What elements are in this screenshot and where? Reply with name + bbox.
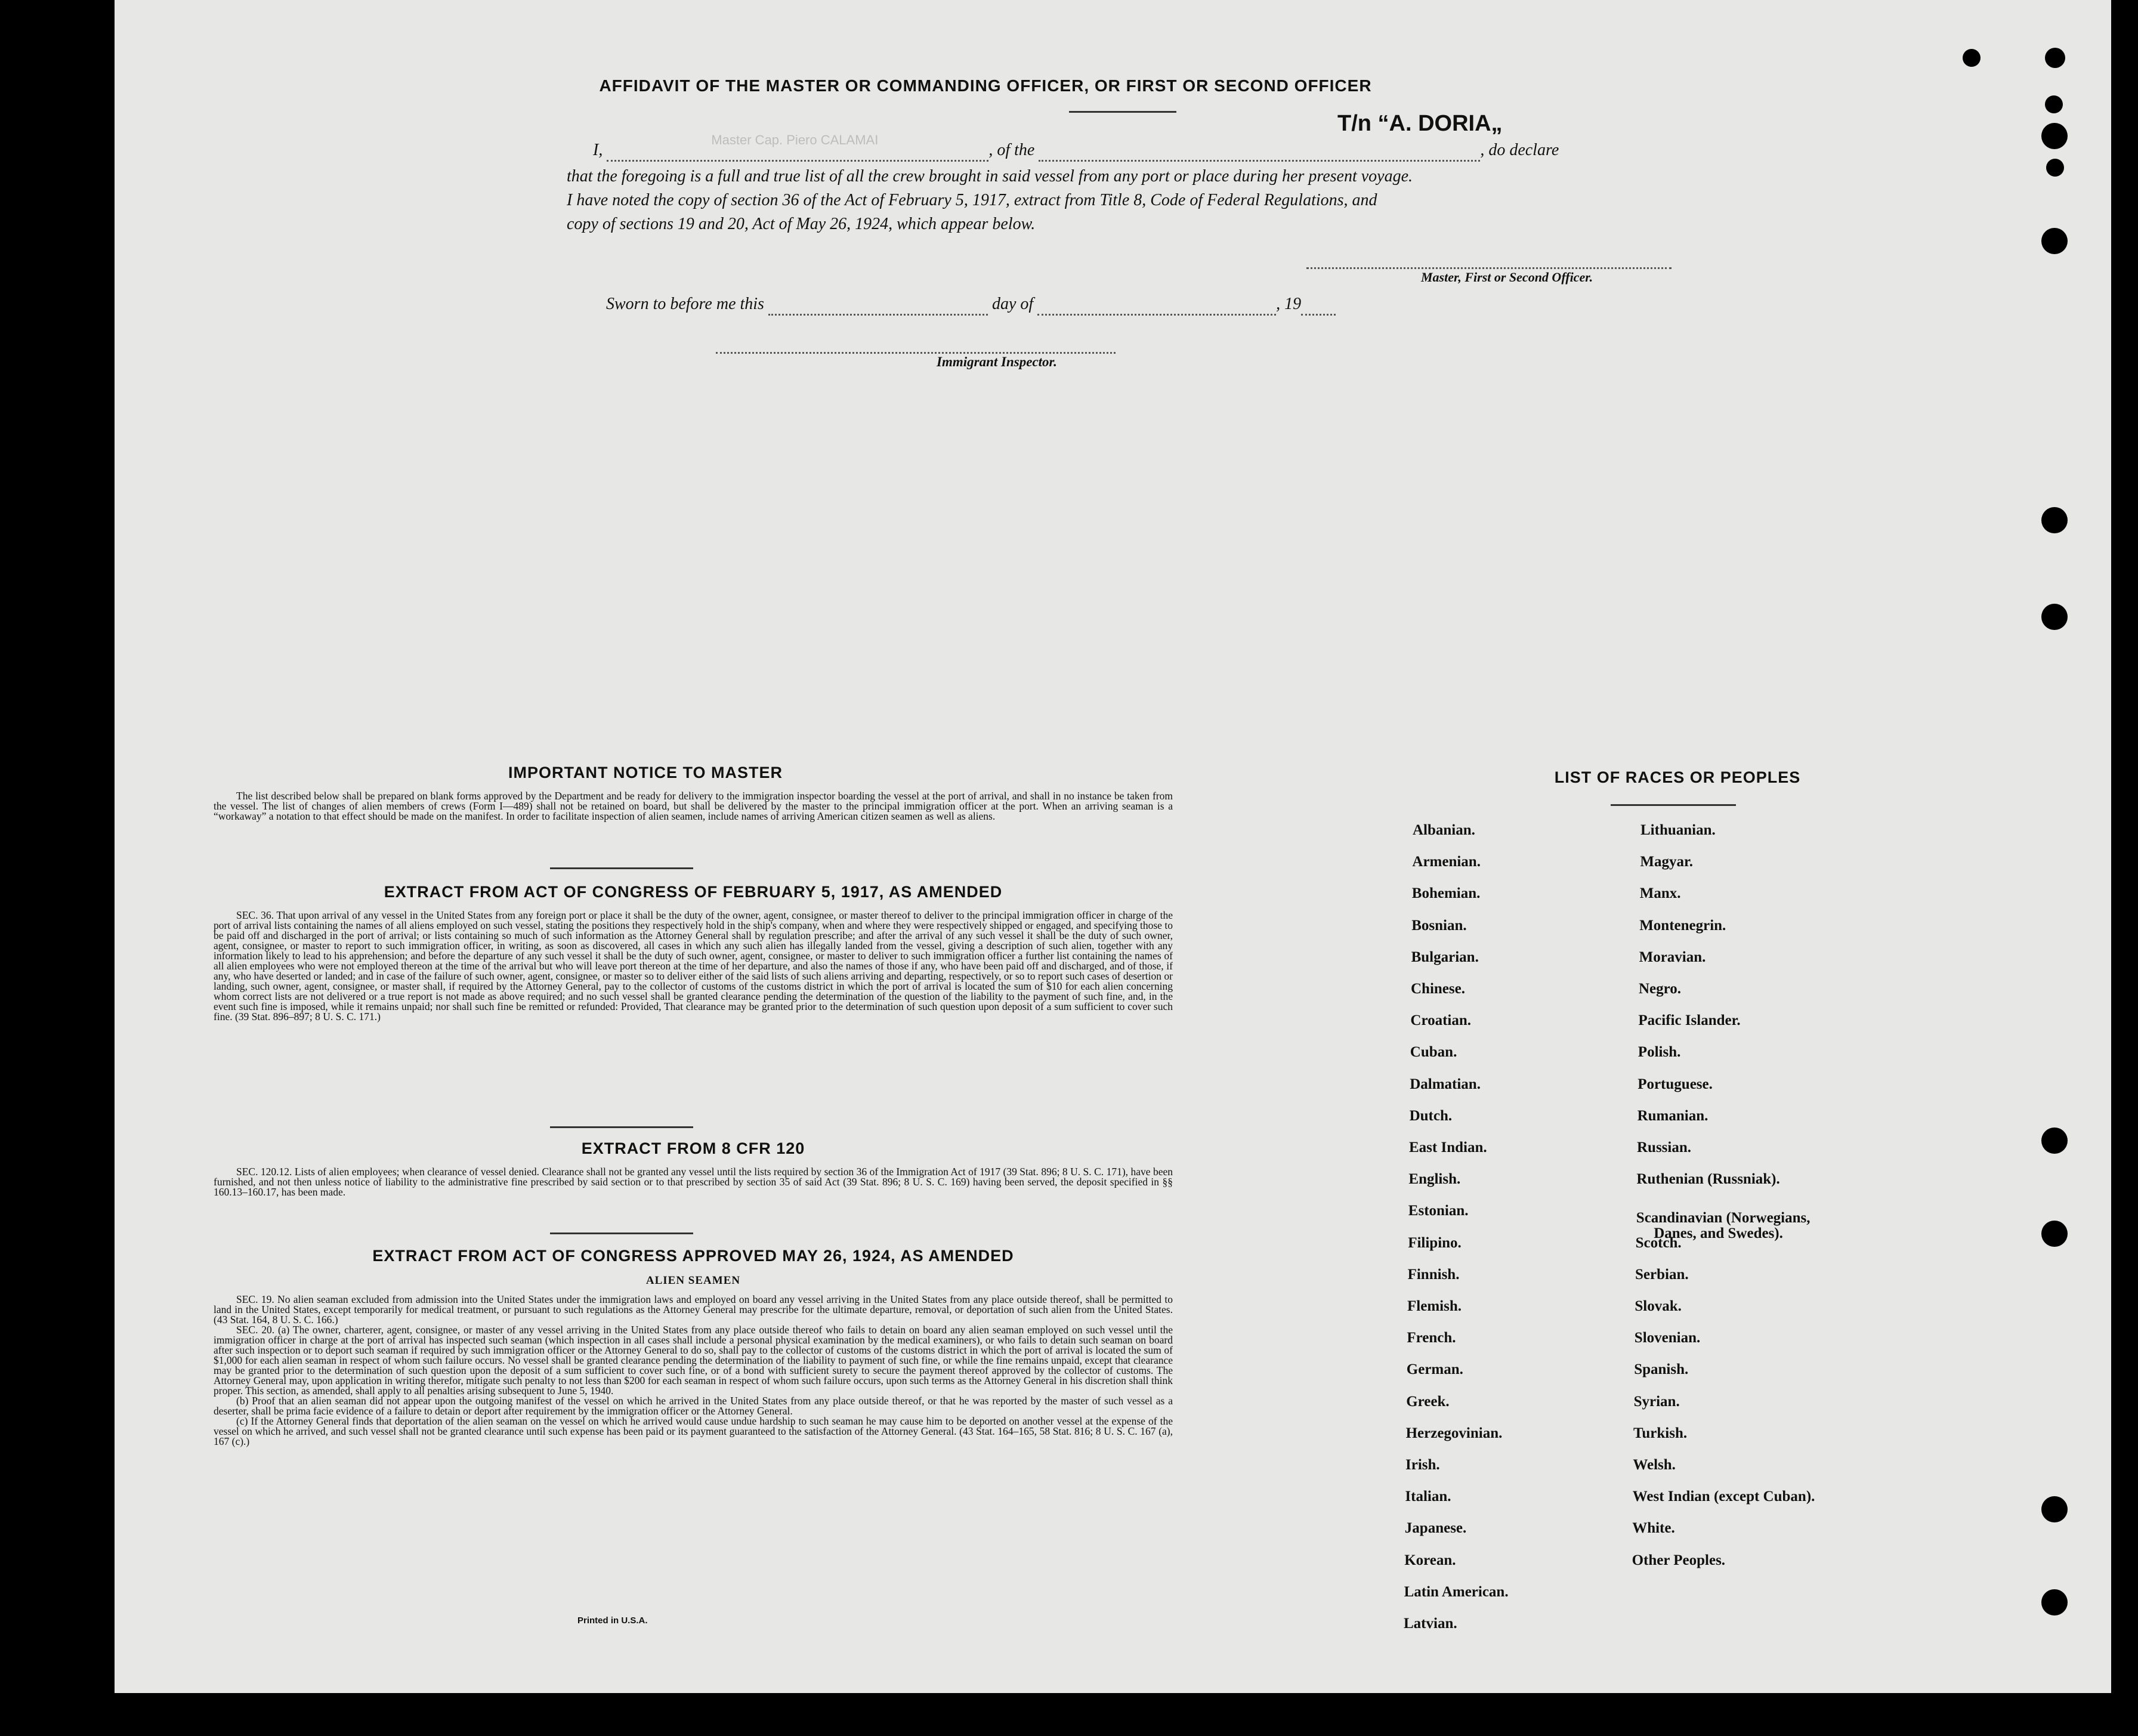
- punch-hole: [2041, 604, 2068, 630]
- declaration-line-2: that the foregoing is a full and true list of all the crew brought in said vessel from any port or place during her present voyage.: [567, 167, 1413, 186]
- punch-hole: [2041, 228, 2068, 254]
- section-20b-paragraph: (b) Proof that an alien seaman did not appear upon the outgoing manifest of the vessel on which he arrived in the United States from any place outside thereof, or that he was reported by the master of such vessel as a deserter, shall be prima facie evidence of a failure to detain or deport after requirement by the immigration officer or the Attorney General.: [214, 1395, 1173, 1417]
- race-item: Lithuanian.: [1640, 822, 1716, 838]
- divider: [1611, 804, 1736, 806]
- punch-hole: [2041, 1589, 2068, 1615]
- declaration-prefix: I,: [593, 141, 603, 159]
- sworn-day-label: day of: [991, 295, 1034, 313]
- race-item: Japanese.: [1404, 1520, 1467, 1537]
- declaration-line-3: I have noted the copy of section 36 of the Act of February 5, 1917, extract from Title 8, Code of Federal Regulations, and: [567, 191, 1377, 209]
- race-item: Croatian.: [1410, 1012, 1472, 1029]
- inspector-label: Immigrant Inspector.: [937, 354, 1057, 369]
- race-item: Syrian.: [1633, 1393, 1680, 1410]
- punch-hole: [2046, 159, 2064, 177]
- races-title: LIST OF RACES OR PEOPLES: [1554, 768, 1801, 786]
- divider: [550, 1233, 693, 1234]
- race-item: Portuguese.: [1638, 1076, 1713, 1092]
- race-item: Irish.: [1405, 1457, 1440, 1473]
- sworn-month-blank: [1037, 295, 1276, 316]
- document-page: [115, 0, 2111, 1693]
- extract-1917-title: EXTRACT FROM ACT OF CONGRESS OF FEBRUARY 5, 1917, AS AMENDED: [384, 883, 1003, 901]
- race-item: Dutch.: [1409, 1107, 1453, 1124]
- punch-hole: [2041, 1496, 2068, 1522]
- section-36-paragraph: SEC. 36. That upon arrival of any vessel in the United States from any foreign port or place it shall be the duty of the owner, agent, consignee, or master thereof to deliver to the principal immigration officer in charge of the port of arrival lists containing the names of all aliens employed on such vessel, stating the positions they respectively hold in the ship's company, when and where they were respectively shipped or engaged, and specifying those to be paid off and discharged in the port of arrival; or lists containing so much of such information as the Attorney General shall by regulation prescribe; and after the arrival of any such vessel it shall be the duty of such owner, agent, consignee, or master to report to such immigration officer, in writing, as soon as discovered, all cases in which any such alien has illegally landed from the vessel, giving a description of such alien, together with any information likely to lead to his apprehension; and before the departure of any such vessel it shall be the duty of such owner, agent, consignee, or master to deliver to such immigration officer a further list containing the names of all alien employees who were not employed thereon at the time of the arrival but who will leave port thereon at the time of her departure, and also the names of those if any, who have been paid off and discharged, and of those, if any, who have deserted or landed; and in case of the failure of such owner, agent, consignee, or master so to deliver either of the said lists of such aliens arriving and departing, respectively, or so to report such cases of desertion or landing, such owner, agent, consignee, or master shall, if required by the Attorney General, pay to the collector of customs of the customs district in which the port of arrival is located the sum of $10 for each alien concerning whom correct lists are not delivered or a true report is not made as above required; and no such vessel shall be granted clearance pending the determination of the question of the liability to the payment of such fine, and, in the event such fine is imposed, while it remains unpaid; nor shall such fine be remitted or refunded: Provided, That clearance may be granted prior to the determination of such question upon deposit of a sum sufficient to cover such fine. (39 Stat. 896–897; 8 U. S. C. 171.): [214, 909, 1173, 1023]
- race-item: Turkish.: [1633, 1425, 1688, 1441]
- race-item: Russian.: [1637, 1139, 1692, 1156]
- divider: [550, 867, 693, 869]
- section-20c-paragraph: (c) If the Attorney General finds that deportation of the alien seaman on the vessel on which he arrived would cause undue hardship to such seaman he may cause him to be deported on another vessel at the expense of the vessel on which he arrived, and such vessel shall not be granted clearance until such expense has been paid or its payment guaranteed to the satisfaction of the Attorney General. (43 Stat. 164–165, 58 Stat. 816; 8 U. S. C. 167 (a), 167 (c).): [214, 1415, 1173, 1447]
- punch-hole: [2041, 123, 2068, 149]
- race-item: Greek.: [1406, 1393, 1450, 1410]
- race-item: Estonian.: [1408, 1203, 1469, 1219]
- punch-hole: [2041, 1221, 2068, 1247]
- section-20a-paragraph: SEC. 20. (a) The owner, charterer, agent, consignee, or master of any vessel arriving in the United States from any place outside thereof who fails to detain on board any alien seaman employed on such vessel until the immigration officer in charge at the port of arrival has inspected such seaman (which inspection in all cases shall include a personal physical examination by the medical examiners), or who fails to detain such seaman on board after such inspection or to deport such seaman if required by such immigration officer or the Attorney General to do so, shall pay to the collector of customs of the customs district in which the port of arrival is located the sum of $1,000 for each alien seaman in respect of whom such failure occurs. No vessel shall be granted clearance pending the determination of the liability to payment of such fine, or while the fine remains unpaid, except that clearance may be granted prior to the determination of such question upon the deposit of a sum sufficient to cover such fine, or of a bond with sufficient surety to secure the payment thereof approved by the collector of customs. The Attorney General may, upon application in writing therefor, mitigate such penalty to not less than $200 for each seaman in respect of whom such failure occurs, upon such terms as the Attorney General in his discretion shall think proper. This section, as amended, shall apply to all penalties arising subsequent to June 5, 1940.: [214, 1324, 1173, 1397]
- declaration-line-4: copy of sections 19 and 20, Act of May 26, 1924, which appear below.: [567, 215, 1036, 233]
- declaration-line-1: [593, 132, 1559, 162]
- race-item: East Indian.: [1409, 1139, 1487, 1156]
- vessel-blank: [1039, 141, 1480, 162]
- race-item: Albanian.: [1413, 822, 1475, 838]
- notice-text: [214, 791, 1173, 821]
- race-item: Flemish.: [1407, 1298, 1462, 1314]
- race-item: Latvian.: [1404, 1615, 1457, 1632]
- race-item: French.: [1407, 1330, 1456, 1346]
- race-item: Armenian.: [1412, 854, 1481, 870]
- inspector-signature-line: [716, 351, 1116, 354]
- race-item: Magyar.: [1640, 854, 1694, 870]
- race-item: Filipino.: [1408, 1234, 1462, 1251]
- punch-hole: [2045, 48, 2065, 68]
- punch-hole: [2041, 507, 2068, 533]
- race-item: West Indian (except Cuban).: [1632, 1488, 1815, 1505]
- extract-cfr-title: EXTRACT FROM 8 CFR 120: [581, 1139, 805, 1157]
- race-item: Bohemian.: [1411, 885, 1481, 902]
- signature-label: Master, First or Second Officer.: [1421, 270, 1593, 285]
- race-item: Welsh.: [1633, 1457, 1676, 1473]
- race-item: Cuban.: [1410, 1044, 1457, 1061]
- declaration-end: , do declare: [1480, 141, 1559, 159]
- name-blank: [607, 132, 988, 162]
- race-item: Pacific Islander.: [1638, 1012, 1741, 1029]
- race-item: Serbian.: [1635, 1266, 1689, 1283]
- race-item: Bulgarian.: [1411, 949, 1479, 965]
- race-item: Herzegovinian.: [1405, 1425, 1503, 1441]
- race-item: Chinese.: [1411, 981, 1465, 997]
- race-item: Moravian.: [1639, 949, 1706, 965]
- signature-line: [1306, 266, 1672, 269]
- extract-1924-text: [214, 1295, 1173, 1447]
- race-item: Scotch.: [1635, 1234, 1682, 1251]
- sworn-year-label: , 19: [1276, 295, 1302, 313]
- race-item: Finnish.: [1407, 1266, 1460, 1283]
- printed-in-usa: Printed in U.S.A.: [577, 1615, 648, 1626]
- race-item: English.: [1408, 1171, 1461, 1188]
- punch-hole: [1963, 49, 1981, 67]
- race-item: Scandinavian (Norwegians,: [1636, 1210, 1810, 1227]
- race-item: Other Peoples.: [1632, 1552, 1726, 1568]
- race-item: Bosnian.: [1411, 917, 1467, 934]
- notice-paragraph: The list described below shall be prepared on blank forms approved by the Department and be ready for delivery to the immigration inspector boarding the vessel at the port of arrival, and shall in no instance be taken from the vessel. The list of changes of alien members of crews (Form I—489) shall not be retained on board, but shall be delivered by the master to the principal immigration officer at the port. When an arriving seaman is a “workaway” a notation to that effect should be made on the manifest. In order to facilitate inspection of alien seamen, include names of arriving American citizen seamen as well as aliens.: [214, 790, 1173, 822]
- race-item: Italian.: [1405, 1488, 1451, 1505]
- race-item: Montenegrin.: [1639, 917, 1726, 934]
- race-item: Latin American.: [1404, 1583, 1509, 1600]
- punch-hole: [2041, 1128, 2068, 1154]
- affidavit-title: AFFIDAVIT OF THE MASTER OR COMMANDING OFFICER, OR FIRST OR SECOND OFFICER: [599, 76, 1372, 95]
- race-item: Polish.: [1638, 1044, 1681, 1061]
- race-item: Ruthenian (Russniak).: [1636, 1171, 1780, 1188]
- race-item: White.: [1632, 1520, 1675, 1537]
- vessel-name: T/n “A. DORIA„: [1337, 111, 1503, 136]
- sworn-prefix: Sworn to before me this: [606, 295, 764, 313]
- race-item: Negro.: [1639, 981, 1682, 997]
- race-item: Dalmatian.: [1410, 1076, 1481, 1092]
- sworn-year-blank: [1301, 295, 1336, 316]
- declaration-body: [567, 165, 1521, 236]
- notice-title: IMPORTANT NOTICE TO MASTER: [508, 764, 783, 781]
- sworn-line: [606, 295, 1336, 316]
- divider: [1069, 111, 1176, 113]
- declaration-of: , of the: [988, 141, 1035, 159]
- alien-seamen-subtitle: ALIEN SEAMEN: [645, 1274, 741, 1287]
- race-item: Danes, and Swedes).: [1654, 1225, 1783, 1242]
- extract-1924-title: EXTRACT FROM ACT OF CONGRESS APPROVED MAY 26, 1924, AS AMENDED: [372, 1247, 1014, 1265]
- divider: [550, 1126, 693, 1128]
- race-item: Slovenian.: [1634, 1330, 1701, 1346]
- punch-hole: [2045, 95, 2063, 113]
- race-item: German.: [1406, 1361, 1463, 1378]
- section-120-paragraph: SEC. 120.12. Lists of alien employees; when clearance of vessel denied. Clearance shall not be granted any vessel until the lists required by section 36 of the Immigration Act of 1917 (39 Stat. 896; 8 U. S. C. 171), have been furnished, and not then unless notice of liability to the administrative fine prescribed by said section or to that prescribed by section 35 of said Act (39 Stat. 896; 8 U. S. C. 169) having been served, the deposit specified in §§ 160.13–160.17, has been made.: [214, 1166, 1173, 1198]
- section-19-paragraph: SEC. 19. No alien seaman excluded from admission into the United States under the immigration laws and employed on board any vessel arriving in the United States from any place outside thereof, shall be permitted to land in the United States, except temporarily for medical treatment, or pursuant to such regulations as the Attorney General may prescribe for the ultimate departure, removal, or deportation of such alien from the United States. (43 Stat. 164, 8 U. S. C. 166.): [214, 1293, 1173, 1326]
- master-name-stamp: Master Cap. Piero CALAMAI: [711, 132, 879, 147]
- race-item: Manx.: [1639, 885, 1681, 902]
- race-item: Spanish.: [1634, 1361, 1689, 1378]
- race-item: Rumanian.: [1637, 1107, 1708, 1124]
- extract-cfr-text: [214, 1167, 1173, 1197]
- race-item: Korean.: [1404, 1552, 1456, 1568]
- sworn-day-blank: [768, 295, 988, 316]
- race-item: Slovak.: [1635, 1298, 1682, 1314]
- extract-1917-text: [214, 910, 1173, 1022]
